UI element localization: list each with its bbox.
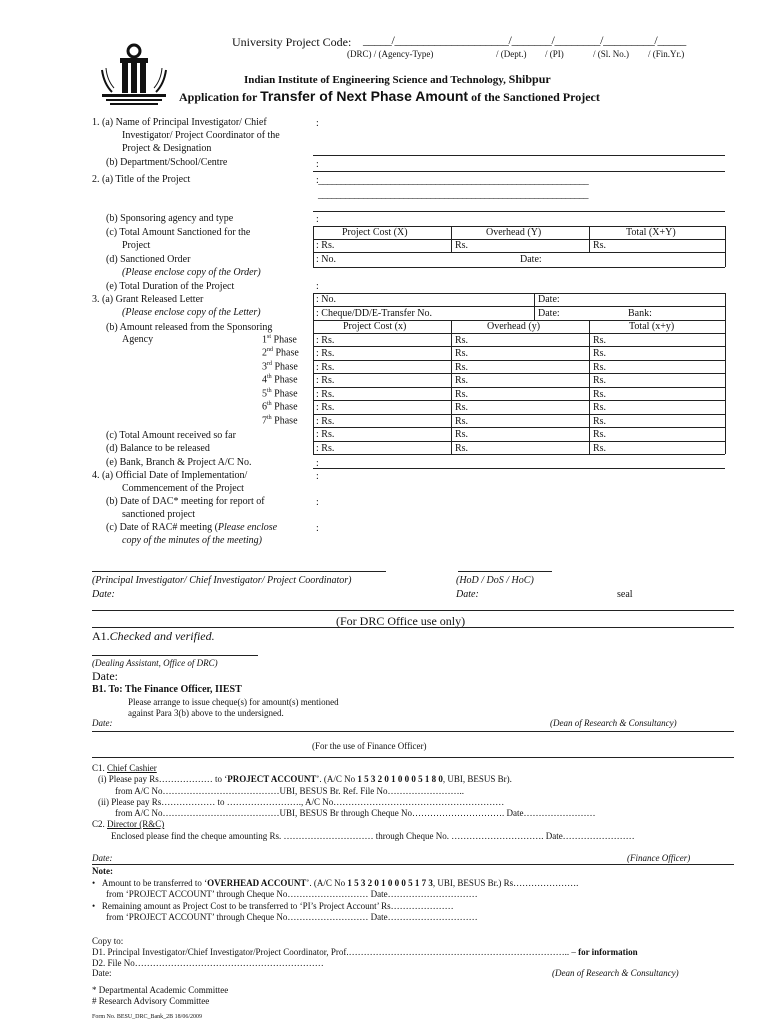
grant-row-3-total[interactable]: Rs. <box>593 362 607 373</box>
grant-row-5-overhead[interactable]: Rs. <box>455 389 469 400</box>
grant-cheque-date[interactable]: Date: <box>538 308 560 319</box>
c2-heading: C2. Director (R&C) <box>92 819 165 829</box>
copy-dean: (Dean of Research & Consultancy) <box>552 968 679 978</box>
grant-bank[interactable]: Bank: <box>628 308 652 319</box>
sanctioned-order-no[interactable]: : No. <box>316 254 336 265</box>
item-4c-colon: : <box>316 523 319 534</box>
grant-overhead-header: Overhead (y) <box>487 321 541 332</box>
project-code-slots[interactable]: _____/____________________/_______/________/_________/_____ <box>363 33 686 47</box>
grant-row-7-total[interactable]: Rs. <box>593 416 607 427</box>
item-2a-field-line <box>313 211 725 212</box>
seal-label: seal <box>617 589 633 600</box>
item-1a-label-2: Investigator/ Project Coordinator of the <box>122 130 280 141</box>
code-part-finyr: / (Fin.Yr.) <box>648 49 685 59</box>
item-3a-note: (Please enclose copy of the Letter) <box>122 307 261 318</box>
grant-row-2-overhead[interactable]: Rs. <box>455 348 469 359</box>
hod-signature-line[interactable] <box>458 571 552 572</box>
item-2a-label: 2. (a) Title of the Project <box>92 174 191 185</box>
copy-d1: D1. Principal Investigator/Chief Investigator/Project Coordinator, Prof.……………………………………………………………….. – for information <box>92 947 638 957</box>
b1-line-1: Please arrange to issue cheque(s) for amount(s) mentioned <box>128 697 339 707</box>
item-1b-colon: : <box>316 159 319 170</box>
item-4b-label: (b) Date of DAC* meeting for report of <box>106 496 265 507</box>
drc-checked: A1.Checked and verified. <box>92 629 215 643</box>
item-2d-note: (Please enclose copy of the Order) <box>122 267 261 278</box>
grant-row-4-cost[interactable]: : Rs. <box>316 375 335 386</box>
item-2b-label: (b) Sponsoring agency and type <box>106 213 234 224</box>
grant-row-4-total[interactable]: Rs. <box>593 375 607 386</box>
note-top-line <box>92 864 734 865</box>
sanctioned-overhead-header: Overhead (Y) <box>486 227 542 238</box>
grant-row-4-overhead[interactable]: Rs. <box>455 375 469 386</box>
item-2c-label: (c) Total Amount Sanctioned for the <box>106 227 251 238</box>
grant-total-header: Total (x+y) <box>629 321 675 332</box>
item-3d-label: (d) Balance to be released <box>106 443 210 454</box>
finance-line-2 <box>92 757 734 758</box>
drc-date-big[interactable]: Date: <box>92 669 118 683</box>
item-2e-label: (e) Total Duration of the Project <box>106 281 235 292</box>
item-2d-label: (d) Sanctioned Order <box>106 254 191 265</box>
phase-5-label: 5th Phase <box>262 388 298 400</box>
sanctioned-overhead-value[interactable]: Rs. <box>455 240 469 251</box>
item-1a-field[interactable] <box>313 155 725 156</box>
item-3e-label: (e) Bank, Branch & Project A/C No. <box>106 457 252 468</box>
finance-officer: (Finance Officer) <box>627 853 691 863</box>
item-4c-label: (c) Date of RAC# meeting (Please enclose <box>106 522 278 533</box>
item-1a-label: 1. (a) Name of Principal Investigator/ Chief <box>92 117 267 128</box>
item-2c-label-2: Project <box>122 240 151 251</box>
grant-row-9-overhead[interactable]: Rs. <box>455 443 469 454</box>
phase-7-label: 7th Phase <box>262 415 298 427</box>
item-2a-field[interactable]: :____________________________________________________________ <box>316 175 589 186</box>
grant-row-7-overhead[interactable]: Rs. <box>455 416 469 427</box>
note-2-line-1: • Remaining amount as Project Cost to be transferred to ‘PI’s Project Account’ Rs………………… <box>92 901 454 911</box>
grant-row-3-cost[interactable]: : Rs. <box>316 362 335 373</box>
c2-date[interactable]: Date: <box>92 853 113 863</box>
code-part-pi: / (PI) <box>545 49 564 59</box>
form-title: Application for Transfer of Next Phase Amount of the Sanctioned Project <box>179 88 600 104</box>
b1-line-2: against Para 3(b) above to the undersigned. <box>128 708 284 718</box>
item-4a-label: 4. (a) Official Date of Implementation/ <box>92 470 248 481</box>
drc-heading: (For DRC Office use only) <box>336 614 466 628</box>
item-4a-colon: : <box>316 471 319 482</box>
note-heading: Note: <box>92 866 113 876</box>
item-3c-label: (c) Total Amount received so far <box>106 430 236 441</box>
copy-d2: D2. File No……………………………………………………… <box>92 958 324 968</box>
grant-row-8-overhead[interactable]: Rs. <box>455 429 469 440</box>
dealing-caption: (Dealing Assistant, Office of DRC) <box>92 658 218 668</box>
drc-top-line-1 <box>92 610 734 611</box>
c1-ii-line-2: from A/C No…………………………………UBI, BESUS Br through Cheque No…………………………. Date…………………… <box>115 808 596 818</box>
grant-row-5-total[interactable]: Rs. <box>593 389 607 400</box>
c1-ii-line-1: (ii) Please pay Rs……………… to ……………………., A/C No………………………………………………… <box>98 797 505 807</box>
c1-heading: C1. Chief Cashier <box>92 763 157 773</box>
sanctioned-cost-header: Project Cost (X) <box>342 227 408 238</box>
form-number: Form No. BESU_DRC_Bank_2B 18/06/2009 <box>92 1014 203 1020</box>
c2-line-1: Enclosed please find the cheque amounting Rs. ………………………… through Cheque No. …………………………. Date…………………… <box>111 831 635 841</box>
item-1a-colon: : <box>316 118 319 129</box>
code-part-drc: (DRC) / (Agency-Type) <box>347 49 434 59</box>
code-part-slno: / (Sl. No.) <box>593 49 629 59</box>
note-1-line-1: • Amount to be transferred to ‘OVERHEAD ACCOUNT’. (A/C No 1 5 3 2 0 1 0 0 0 5 1 7 3, UBI, BESUS Br.) Rs…………………. <box>92 878 579 888</box>
grant-row-1-cost[interactable]: : Rs. <box>316 335 335 346</box>
grant-cheque-no[interactable]: : Cheque/DD/E-Transfer No. <box>316 308 433 319</box>
grant-cost-header: Project Cost (x) <box>343 321 407 332</box>
grant-row-7-cost[interactable]: : Rs. <box>316 416 335 427</box>
pi-date[interactable]: Date: <box>92 589 115 600</box>
phase-4-label: 4th Phase <box>262 374 298 386</box>
grant-row-2-cost[interactable]: : Rs. <box>316 348 335 359</box>
item-3b-label: (b) Amount released from the Sponsoring <box>106 322 273 333</box>
grant-row-6-cost[interactable]: : Rs. <box>316 402 335 413</box>
note-1-line-2: from ‘PROJECT ACCOUNT’ through Cheque No……………………… Date………………………… <box>106 889 478 899</box>
grant-letter-date[interactable]: Date: <box>538 294 560 305</box>
item-2b-colon: : <box>316 214 319 225</box>
grant-row-9-cost[interactable]: : Rs. <box>316 443 335 454</box>
sanctioned-total-header: Total (X+Y) <box>626 227 676 238</box>
grant-row-5-cost[interactable]: : Rs. <box>316 389 335 400</box>
item-1b-label: (b) Department/School/Centre <box>106 157 228 168</box>
grant-row-3-overhead[interactable]: Rs. <box>455 362 469 373</box>
note-2-line-2: from ‘PROJECT ACCOUNT’ through Cheque No……………………… Date………………………… <box>106 912 478 922</box>
pi-signature-line[interactable] <box>92 571 386 572</box>
finance-heading: (For the use of Finance Officer) <box>312 741 427 751</box>
sanctioned-cost-value[interactable]: : Rs. <box>316 240 335 251</box>
footnote-dac: * Departmental Academic Committee <box>92 985 229 995</box>
b1-date[interactable]: Date: <box>92 718 113 728</box>
b1-dean: (Dean of Research & Consultancy) <box>550 718 677 728</box>
grant-row-6-overhead[interactable]: Rs. <box>455 402 469 413</box>
item-4b-label-2: sanctioned project <box>122 509 196 520</box>
b1-heading: B1. To: The Finance Officer, IIEST <box>92 684 242 695</box>
finance-top-line <box>92 731 734 732</box>
hod-signature-caption: (HoD / DoS / HoC) <box>456 575 534 586</box>
grant-row-8-cost[interactable]: : Rs. <box>316 429 335 440</box>
item-1b-field[interactable] <box>313 171 725 172</box>
c1-i-line-2: from A/C No…………………………………UBI, BESUS Br. Ref. File No…………………….. <box>115 786 465 796</box>
item-4a-label-2: Commencement of the Project <box>122 483 244 494</box>
c1-i-line-1: (i) Please pay Rs……………… to ‘PROJECT ACCOUNT’. (A/C No 1 5 3 2 0 1 0 0 0 5 1 8 0, UBI, BESUS Br). <box>98 774 512 784</box>
phase-2-label: 2nd Phase <box>262 347 299 359</box>
item-1a-label-3: Project & Designation <box>122 143 212 154</box>
copy-date[interactable]: Date: <box>92 968 112 978</box>
sanctioned-order-date[interactable]: Date: <box>520 254 542 265</box>
item-2a-field-2[interactable]: ____________________________________________________________ <box>318 189 588 200</box>
item-4b-colon: : <box>316 497 319 508</box>
dealing-signature-line[interactable] <box>92 655 258 656</box>
item-3a-label: 3. (a) Grant Released Letter <box>92 294 204 305</box>
grant-row-2-total[interactable]: Rs. <box>593 348 607 359</box>
item-4c-label-2: copy of the minutes of the meeting) <box>122 535 262 546</box>
institute-logo <box>98 34 170 106</box>
item-2e-colon: : <box>316 281 319 292</box>
footnote-rac: # Research Advisory Committee <box>92 996 210 1006</box>
grant-row-8-total[interactable]: Rs. <box>593 429 607 440</box>
item-3e-colon: : <box>316 458 319 469</box>
institute-name: Indian Institute of Engineering Science and Technology, Shibpur <box>244 72 551 86</box>
code-part-dept: / (Dept.) <box>496 49 527 59</box>
sanctioned-total-value[interactable]: Rs. <box>593 240 607 251</box>
phase-1-label: 1st Phase <box>262 334 297 346</box>
grant-row-9-total[interactable]: Rs. <box>593 443 607 454</box>
item-3b-label-2: Agency <box>122 334 154 345</box>
grant-row-6-total[interactable]: Rs. <box>593 402 607 413</box>
grant-letter-no[interactable]: : No. <box>316 294 336 305</box>
grant-row-1-overhead[interactable]: Rs. <box>455 335 469 346</box>
hod-date[interactable]: Date: <box>456 589 479 600</box>
item-3e-field[interactable] <box>313 468 725 469</box>
project-code-label: University Project Code: <box>232 35 352 49</box>
phase-6-label: 6th Phase <box>262 401 298 413</box>
phase-3-label: 3rd Phase <box>262 361 298 373</box>
copy-to: Copy to: <box>92 936 124 946</box>
grant-row-1-total[interactable]: Rs. <box>593 335 607 346</box>
pi-signature-caption: (Principal Investigator/ Chief Investigator/ Project Coordinator) <box>92 575 352 586</box>
